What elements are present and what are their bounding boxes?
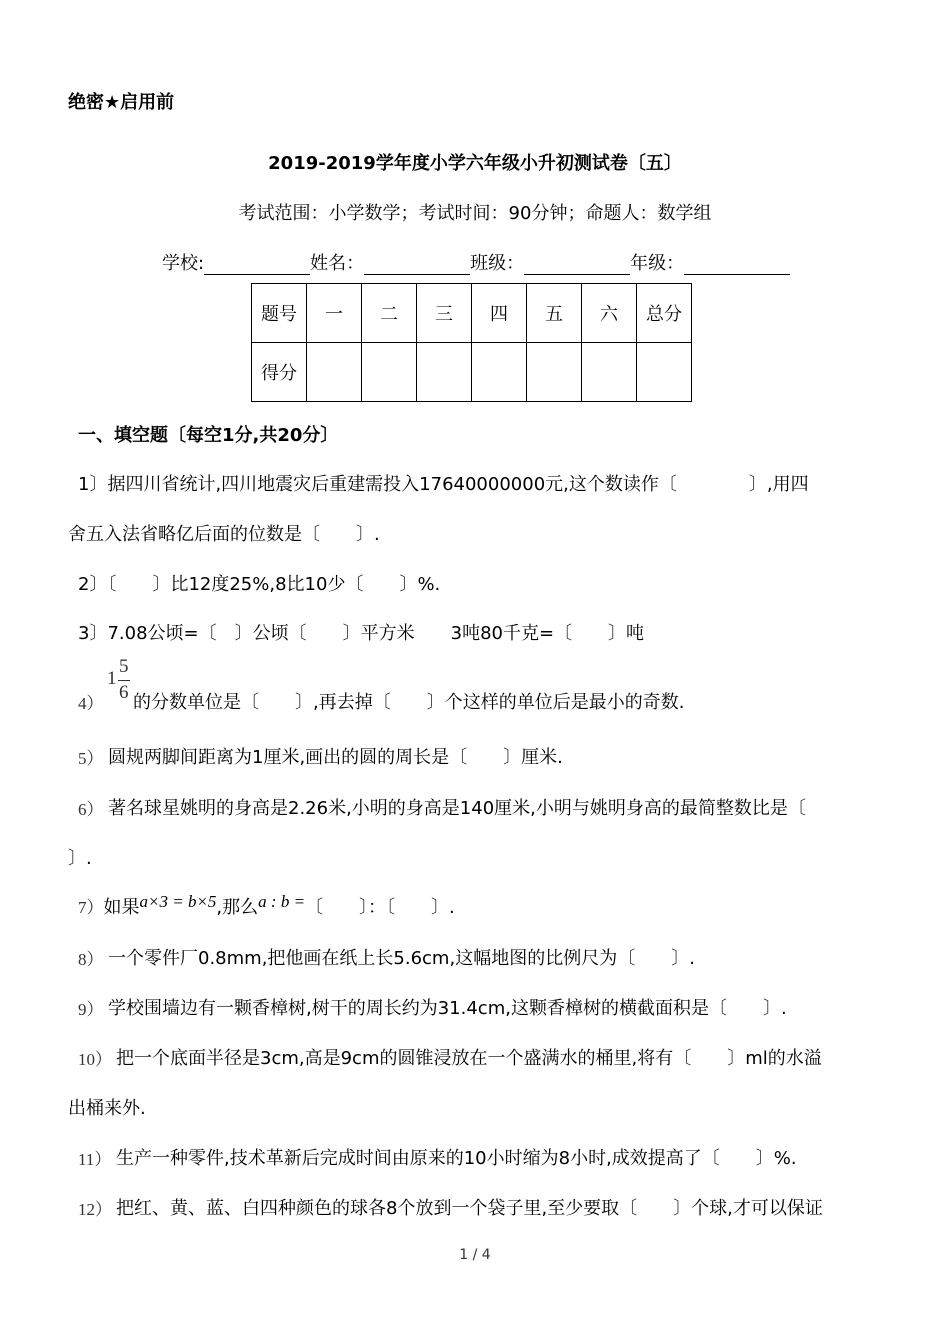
question-12-text: 把红、黄、蓝、白四种颜色的球各8个放到一个袋子里,至少要取〔 〕个球,才可以保证 [116,1198,823,1219]
fraction-denominator: 6 [119,682,129,703]
question-3: 3〕7.08公顷=〔 〕公顷〔 〕平方米 3吨80千克=〔 〕吨 [78,623,645,644]
student-info-row [162,249,790,275]
score-table [251,283,692,402]
score-cell[interactable] [637,343,692,402]
fraction-bar [118,680,130,681]
question-6-text: 著名球星姚明的身高是2.26米,小明的身高是140厘米,小明与姚明身高的最简整数比是〔 [108,798,806,819]
score-cell[interactable] [472,343,527,402]
score-table-score-row [252,343,692,402]
question-7-ratio: a : b = [258,892,306,911]
question-12-number: 12） [78,1200,112,1219]
exam-title: 2019-2019学年度小学六年级小升初测试卷〔五〕 [268,153,682,174]
grade-blank[interactable] [684,256,790,275]
secret-label: 绝密★启用前 [68,92,175,113]
page-number: 1 / 4 [459,1247,491,1263]
school-blank[interactable] [204,256,310,275]
question-8-number: 8） [78,950,104,969]
question-10-text: 把一个底面半径是3cm,高是9cm的圆锥浸放在一个盛满水的桶里,将有〔 〕ml的水溢 [116,1048,822,1069]
score-cell[interactable] [527,343,582,402]
question-7 [78,893,455,919]
score-table-header-row [252,284,692,343]
question-11-number: 11） [78,1150,112,1169]
question-7-pre: 如果 [103,897,140,918]
question-7-post: 〔 〕：〔 〕. [305,897,455,918]
score-cell[interactable] [307,343,362,402]
class-blank[interactable] [524,256,630,275]
fraction-whole: 1 [107,668,117,689]
score-cell[interactable] [417,343,472,402]
school-label: 学校: [162,253,205,274]
grade-label: 年级： [630,253,685,274]
name-blank[interactable] [364,256,470,275]
question-1-line-1: 1〕据四川省统计,四川地震灾后重建需投入17640000000元,这个数读作〔 〕,用四 [78,474,809,495]
question-2: 2〕〔 〕比12度25%,8比10少〔 〕%. [78,574,441,595]
question-6-line-2: 〕. [68,848,92,869]
question-10-line-2: 出桶来外. [68,1098,146,1119]
class-label: 班级： [470,253,525,274]
fraction-numerator: 5 [119,656,129,677]
question-7-mid: ,那么 [216,897,259,918]
question-5-text: 圆规两脚间距离为1厘米,画出的圆的周长是〔 〕厘米. [108,747,563,768]
section-heading: 一、填空题〔每空1分,共20分〕 [78,425,339,446]
header-cell: 五 [527,284,582,343]
question-11-text: 生产一种零件,技术革新后完成时间由原来的10小时缩为8小时,成效提高了〔 〕%. [116,1148,797,1169]
name-label: 姓名： [310,253,365,274]
question-9-text: 学校围墙边有一颗香樟树,树干的周长约为31.4cm,这颗香樟树的横截面积是〔 〕. [108,998,787,1019]
question-5-number: 5） [78,749,104,768]
question-8-text: 一个零件厂0.8mm,把他画在纸上长5.6cm,这幅地图的比例尺为〔 〕. [108,948,695,969]
header-cell: 六 [582,284,637,343]
question-9-number: 9） [78,1000,104,1019]
score-cell[interactable] [582,343,637,402]
score-cell[interactable] [362,343,417,402]
header-cell: 总分 [637,284,692,343]
header-cell: 一 [307,284,362,343]
exam-subtitle: 考试范围：小学数学；考试时间：90分钟；命题人：数学组 [238,203,712,224]
header-cell: 四 [472,284,527,343]
question-6-number: 6） [78,800,104,819]
header-cell: 二 [362,284,417,343]
question-4-text: 的分数单位是〔 〕,再去掉〔 〕个这样的单位后是最小的奇数. [133,692,685,713]
question-7-number: 7） [78,898,104,917]
score-row-label: 得分 [252,343,307,402]
question-10-number: 10） [78,1050,112,1069]
question-7-equation: a×3 = b×5 [139,892,217,911]
header-cell: 题号 [252,284,307,343]
question-4-number: 4） [78,694,104,713]
question-1-line-2: 舍五入法省略亿后面的位数是〔 〕. [68,524,380,545]
header-cell: 三 [417,284,472,343]
